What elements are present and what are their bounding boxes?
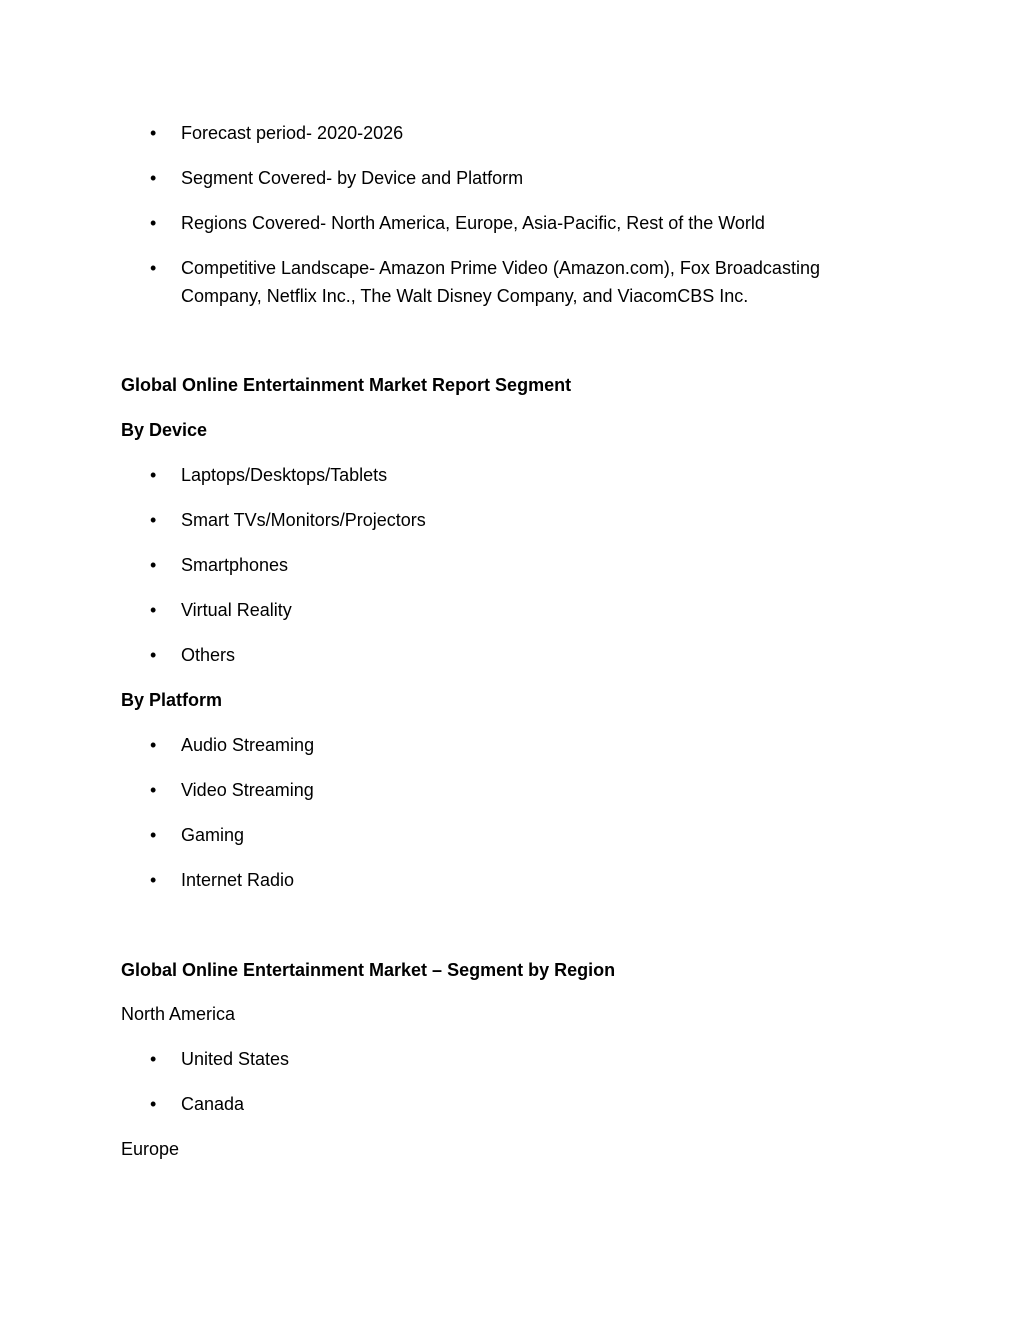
europe-label: Europe bbox=[121, 1139, 180, 1159]
bullet-icon: • bbox=[150, 870, 157, 890]
by-device-heading: By Device bbox=[121, 420, 208, 440]
device-item-others: Others bbox=[181, 645, 236, 665]
platform-item-audio-streaming: Audio Streaming bbox=[181, 735, 315, 755]
device-item-virtual-reality: Virtual Reality bbox=[181, 600, 292, 620]
summary-segment-covered: Segment Covered- by Device and Platform bbox=[181, 168, 524, 188]
device-item-smart-tvs: Smart TVs/Monitors/Projectors bbox=[181, 510, 426, 530]
bullet-icon: • bbox=[150, 600, 157, 620]
device-item-laptops: Laptops/Desktops/Tablets bbox=[181, 465, 388, 485]
bullet-icon: • bbox=[150, 1049, 157, 1069]
platform-item-internet-radio: Internet Radio bbox=[181, 870, 295, 890]
bullet-icon: • bbox=[150, 258, 157, 278]
summary-competitive-landscape: Competitive Landscape- Amazon Prime Video (Amazon.com), Fox Broadcasting Company, Netflix Inc., The Walt Disney Company, and ViacomCBS Inc. bbox=[181, 258, 820, 306]
platform-item-video-streaming: Video Streaming bbox=[181, 780, 314, 800]
platform-item-gaming: Gaming bbox=[181, 825, 245, 845]
bullet-icon: • bbox=[150, 168, 157, 188]
by-platform-heading: By Platform bbox=[121, 690, 223, 710]
bullet-icon: • bbox=[150, 645, 157, 665]
summary-regions-covered: Regions Covered- North America, Europe, Asia-Pacific, Rest of the World bbox=[181, 213, 765, 233]
bullet-icon: • bbox=[150, 825, 157, 845]
segment-heading: Global Online Entertainment Market Report Segment bbox=[121, 375, 572, 395]
device-item-smartphones: Smartphones bbox=[181, 555, 289, 575]
bullet-icon: • bbox=[150, 465, 157, 485]
region-item-canada: Canada bbox=[181, 1094, 245, 1114]
bullet-icon: • bbox=[150, 213, 157, 233]
north-america-label: North America bbox=[121, 1004, 236, 1024]
bullet-icon: • bbox=[150, 123, 157, 143]
bullet-icon: • bbox=[150, 510, 157, 530]
region-heading: Global Online Entertainment Market – Segment by Region bbox=[121, 960, 616, 980]
bullet-icon: • bbox=[150, 555, 157, 575]
bullet-icon: • bbox=[150, 735, 157, 755]
region-item-united-states: United States bbox=[181, 1049, 290, 1069]
bullet-icon: • bbox=[150, 780, 157, 800]
summary-forecast-period: Forecast period- 2020-2026 bbox=[181, 123, 404, 143]
bullet-icon: • bbox=[150, 1094, 157, 1114]
